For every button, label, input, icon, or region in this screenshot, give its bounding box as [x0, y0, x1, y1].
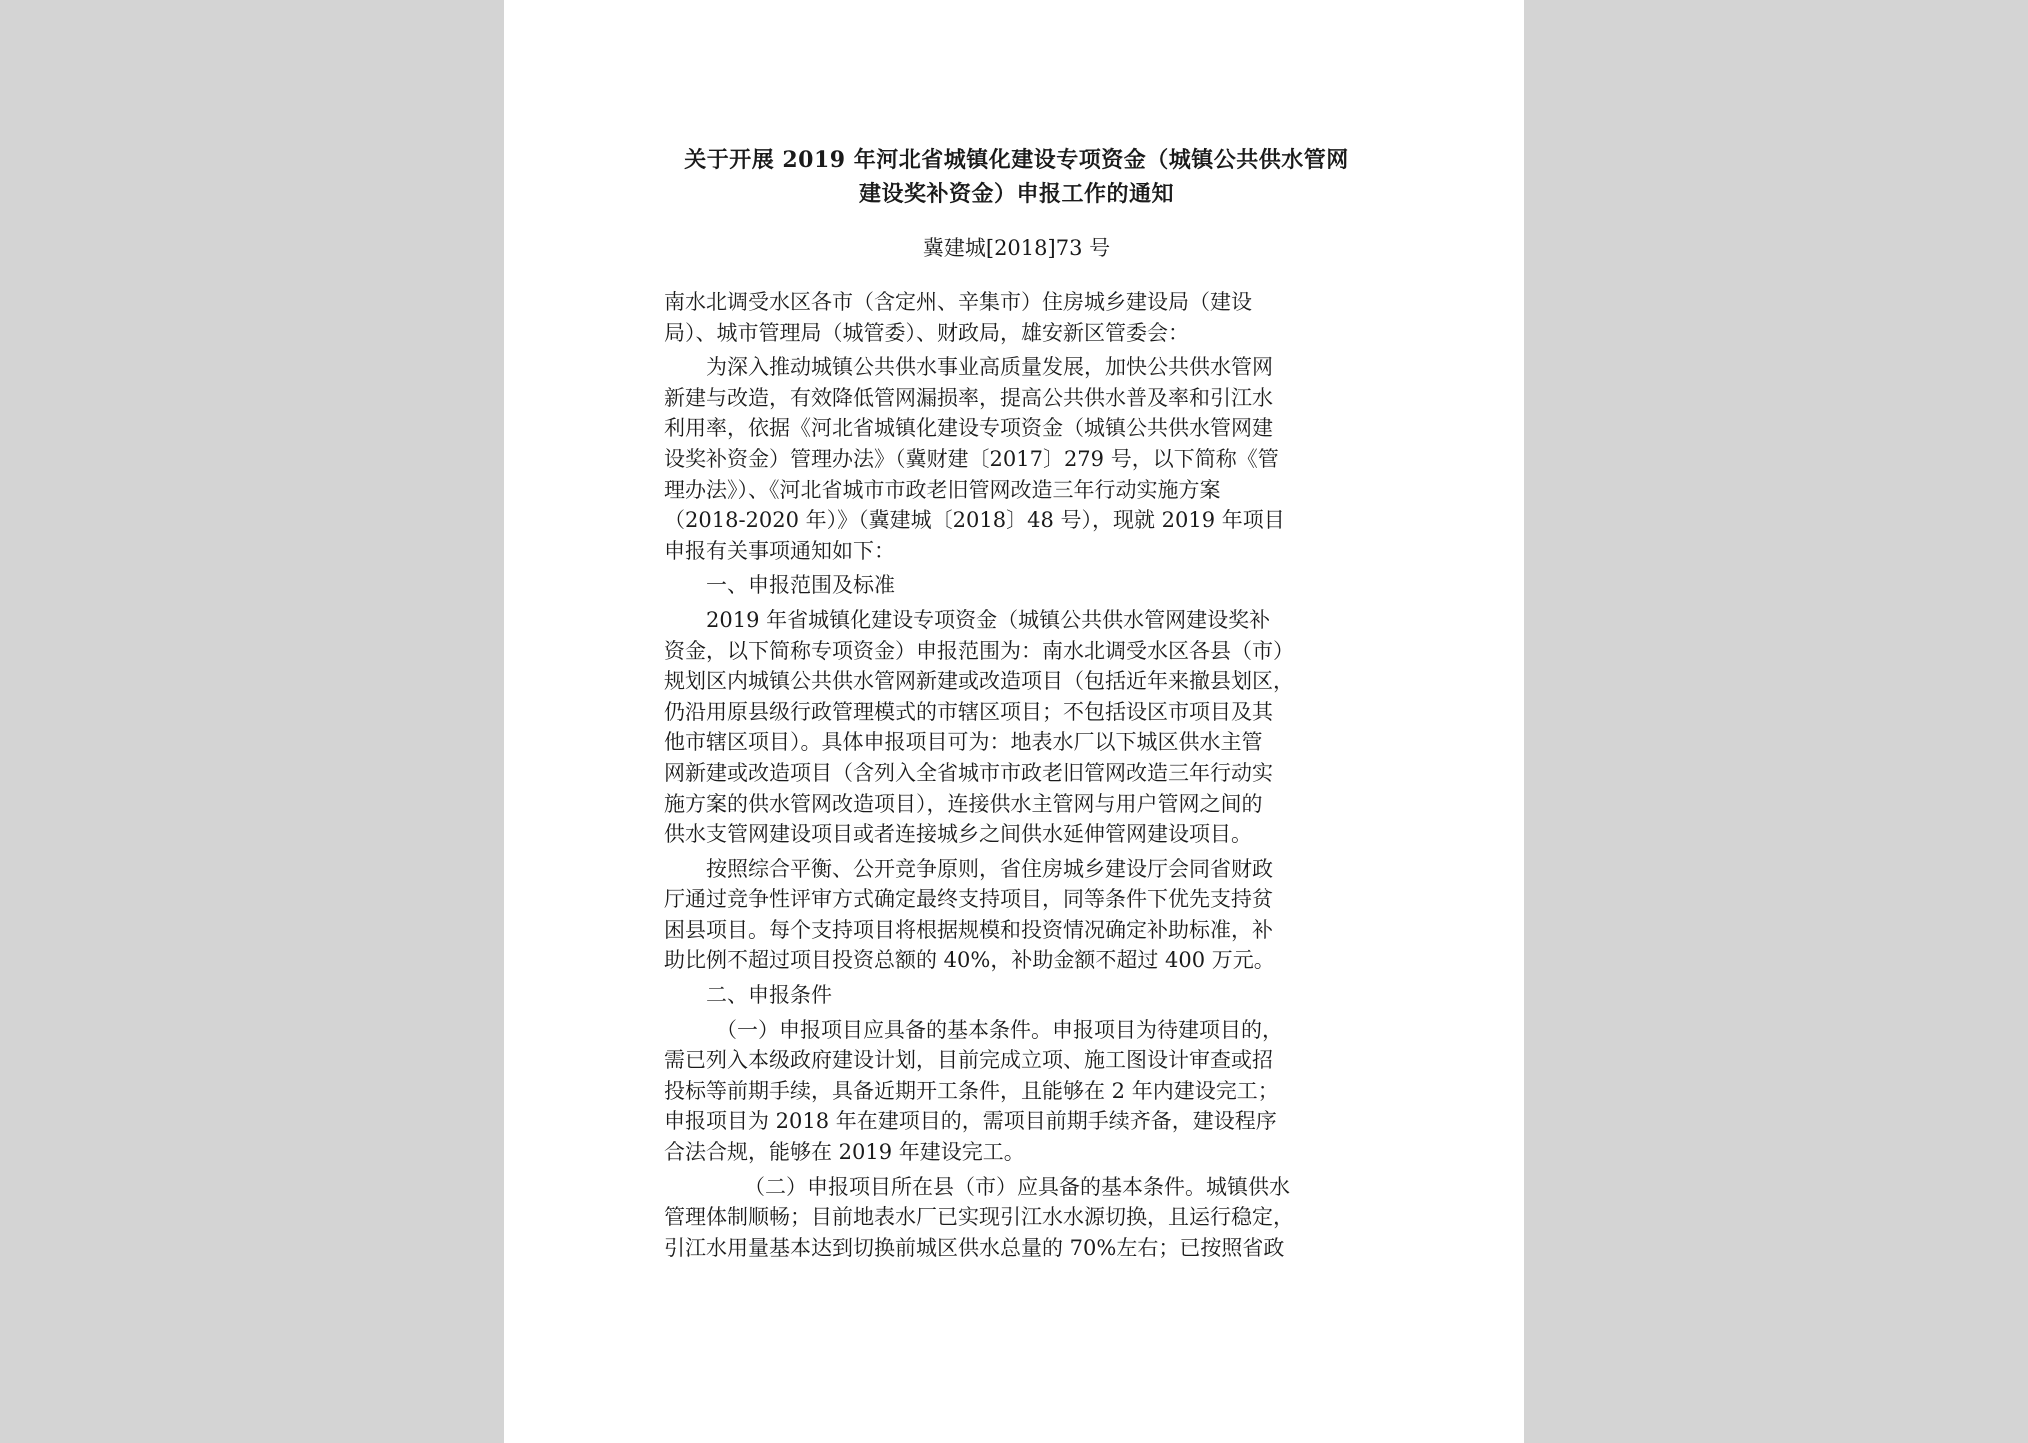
paragraph-county-conditions [664, 1172, 1369, 1264]
addressee [664, 287, 1369, 348]
paragraph-line: （一）申报项目应具备的基本条件。申报项目为待建项目的， [716, 1017, 1283, 1042]
paragraph-line: （2018-2020 年）》（冀建城〔2018〕48 号），现就 2019 年项目 [664, 508, 1285, 533]
paragraph-line: 引江水用量基本达到切换前城区供水总量的 70%左右；已按照省政 [664, 1235, 1285, 1260]
paragraph-line: 仍沿用原县级行政管理模式的市辖区项目；不包括设区市项目及其 [664, 699, 1273, 724]
paragraph-line: 2019 年省城镇化建设专项资金（城镇公共供水管网建设奖补 [706, 607, 1271, 632]
document-page [504, 0, 1524, 1443]
paragraph-line: 管理体制顺畅；目前地表水厂已实现引江水水源切换，且运行稳定， [664, 1205, 1294, 1230]
document-content [664, 143, 1369, 1267]
paragraph-line: 资金，以下简称专项资金）申报范围为：南水北调受水区各县（市） [664, 638, 1294, 663]
paragraph-line: 网新建或改造项目（含列入全省城市市政老旧管网改造三年行动实 [664, 760, 1273, 785]
paragraph-line: 合法合规，能够在 2019 年建设完工。 [664, 1140, 1025, 1165]
paragraph-line: 新建与改造，有效降低管网漏损率，提高公共供水普及率和引江水 [664, 385, 1273, 410]
document-title [664, 143, 1369, 211]
paragraph-line: 投标等前期手续，具备近期开工条件，且能够在 2 年内建设完工； [664, 1078, 1279, 1103]
paragraph-line: 理办法》）、《河北省城市市政老旧管网改造三年行动实施方案 [664, 477, 1221, 502]
title-line: 建设奖补资金）申报工作的通知 [858, 181, 1174, 207]
paragraph-standard [664, 854, 1369, 976]
paragraph-line: 困县项目。每个支持项目将根据规模和投资情况确定补助标准，补 [664, 917, 1273, 942]
paragraph-line: 施方案的供水管网改造项目），连接供水主管网与用户管网之间的 [664, 791, 1263, 816]
heading-text: 一、申报范围及标准 [706, 573, 895, 598]
paragraph-scope [664, 605, 1369, 850]
title-line: 关于开展 2019 年河北省城镇化建设专项资金（城镇公共供水管网 [684, 147, 1349, 173]
addressee-line: 南水北调受水区各市（含定州、辛集市）住房城乡建设局（建设 [664, 290, 1252, 314]
paragraph-line: 厅通过竞争性评审方式确定最终支持项目，同等条件下优先支持贫 [664, 887, 1273, 912]
paragraph-line: 申报有关事项通知如下： [664, 538, 895, 563]
paragraph-line: 需已列入本级政府建设计划，目前完成立项、施工图设计审查或招 [664, 1048, 1273, 1073]
paragraph-intro [664, 352, 1369, 566]
paragraph-line: 按照综合平衡、公开竞争原则，省住房城乡建设厅会同省财政 [706, 856, 1273, 881]
paragraph-project-conditions [664, 1015, 1369, 1168]
section-heading-conditions [664, 980, 1369, 1011]
paragraph-line: 供水支管网建设项目或者连接城乡之间供水延伸管网建设项目。 [664, 822, 1252, 847]
paragraph-line: 他市辖区项目）。具体申报项目可为：地表水厂以下城区供水主管 [664, 730, 1263, 755]
paragraph-line: 利用率，依据《河北省城镇化建设专项资金（城镇公共供水管网建 [664, 416, 1273, 441]
heading-text: 二、申报条件 [706, 983, 832, 1008]
document-number: 冀建城[2018]73 号 [922, 236, 1111, 260]
paragraph-line: 申报项目为 2018 年在建项目的，需项目前期手续齐备，建设程序 [664, 1109, 1277, 1134]
paragraph-line: 设奖补资金）管理办法》（冀财建〔2017〕279 号，以下简称《管 [664, 446, 1279, 471]
paragraph-line: 助比例不超过项目投资总额的 40%，补助金额不超过 400 万元。 [664, 948, 1275, 973]
section-heading-scope [664, 570, 1369, 601]
addressee-line: 局）、城市管理局（城管委）、财政局，雄安新区管委会： [664, 320, 1189, 345]
paragraph-line: （二）申报项目所在县（市）应具备的基本条件。城镇供水 [744, 1174, 1290, 1199]
paragraph-line: 为深入推动城镇公共供水事业高质量发展，加快公共供水管网 [706, 355, 1273, 380]
paragraph-line: 规划区内城镇公共供水管网新建或改造项目（包括近年来撤县划区， [664, 669, 1294, 694]
